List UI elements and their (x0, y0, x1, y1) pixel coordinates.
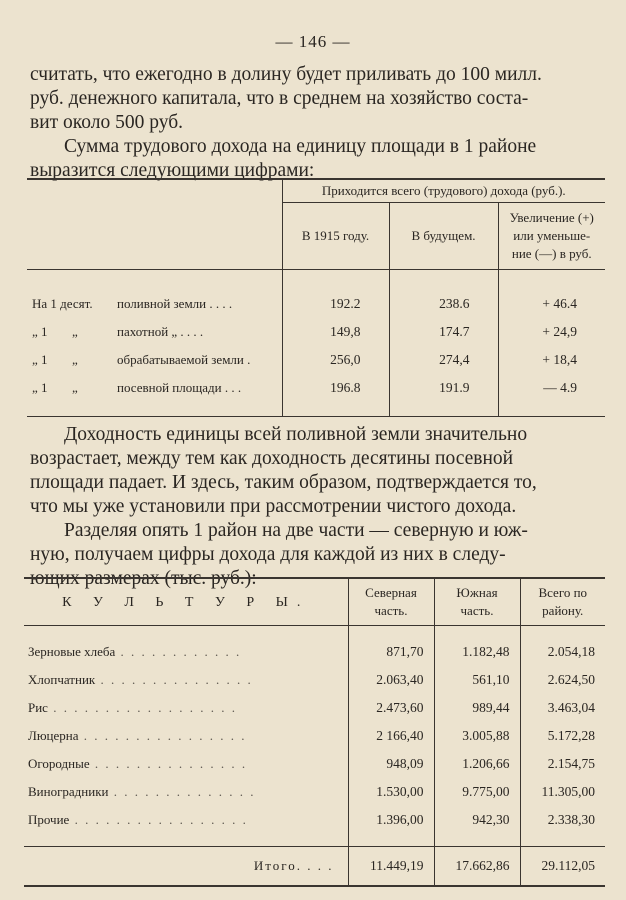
value-north: 948,09 (348, 750, 434, 778)
text-line: Разделяя опять 1 район на две части — северную и юж- (64, 520, 528, 541)
table-row (24, 750, 605, 778)
col-header-total: Всего по району. (520, 578, 605, 626)
col-header-1915: В 1915 году. (282, 203, 389, 270)
row-label-mark: „ (72, 324, 78, 339)
row-label-prefix: „ 1 (32, 352, 48, 367)
text-line: вит около 500 руб. (30, 112, 184, 133)
total-north: 11.449,19 (348, 847, 434, 886)
value-1915: 149,8 (282, 318, 389, 346)
crop-name: Рис (28, 700, 48, 715)
total-south: 17.662,86 (434, 847, 520, 886)
value-total: 2.154,75 (520, 750, 605, 778)
value-total: 2.338,30 (520, 806, 605, 834)
leader-dots: . . . . . . . . . . . . . . . . . (69, 812, 248, 827)
row-label-mark: „ (72, 352, 78, 367)
row-label-prefix: „ 1 (32, 324, 48, 339)
total-all: 29.112,05 (520, 847, 605, 886)
crops-income-table (24, 577, 605, 887)
text-line: руб. денежного капитала, что в среднем на хозяйство соста- (30, 88, 529, 109)
leader-dots: . . . . . . . . . . . . . . . (95, 672, 253, 687)
table-row (27, 290, 605, 318)
table-row (27, 346, 605, 374)
value-north: 2 166,40 (348, 722, 434, 750)
value-north: 1.396,00 (348, 806, 434, 834)
value-1915: 192.2 (282, 290, 389, 318)
leader-dots: . . . . . . . . . . . . (115, 644, 242, 659)
leader-dots: . . . . . . . . . . . . . . . . . . (47, 700, 237, 715)
labor-income-table (27, 178, 605, 417)
crop-name: Люцерна (28, 728, 79, 743)
value-total: 2.054,18 (520, 638, 605, 666)
super-header: Приходится всего (трудового) дохода (руб.). (282, 179, 605, 203)
value-south: 1.206,66 (434, 750, 520, 778)
paragraph-capital (30, 63, 604, 183)
value-1915: 196.8 (282, 374, 389, 402)
row-label: пахотной „ . . . . (117, 324, 204, 339)
value-change: + 46.4 (498, 290, 605, 318)
text-line: что мы уже установили при рассмотрении чистого дохода. (30, 496, 517, 517)
value-future: 191.9 (389, 374, 498, 402)
value-south: 1.182,48 (434, 638, 520, 666)
table-row (27, 318, 605, 346)
value-total: 2.624,50 (520, 666, 605, 694)
value-north: 2.063,40 (348, 666, 434, 694)
col-header-change (498, 203, 605, 270)
text-line: площади падает. И здесь, таким образом, подтверждается то, (30, 472, 537, 493)
value-future: 174.7 (389, 318, 498, 346)
value-south: 989,44 (434, 694, 520, 722)
value-south: 9.775,00 (434, 778, 520, 806)
header-line: или уменьше- (513, 228, 591, 243)
table-row (24, 778, 605, 806)
table-row (24, 722, 605, 750)
table-row (24, 638, 605, 666)
text-line: Доходность единицы всей поливной земли значительно (64, 424, 528, 445)
header-line: Увеличение (+) (509, 210, 594, 225)
text-line: Сумма трудового дохода на единицу площади в 1 районе (64, 136, 537, 157)
row-label-prefix: На 1 десят. (32, 296, 93, 311)
leader-dots: . . . . . . . . . . . . . . . (89, 756, 248, 771)
crop-name: Зерновые хлеба (28, 644, 116, 659)
row-label-prefix: „ 1 (32, 380, 48, 395)
value-south: 3.005,88 (434, 722, 520, 750)
row-label: посевной площади . . . (117, 380, 242, 395)
table-corner-cell (27, 179, 282, 270)
col-header-north: Северная часть. (348, 578, 434, 626)
value-north: 2.473,60 (348, 694, 434, 722)
text-line: выразится следующими цифрами: (30, 160, 315, 181)
value-1915: 256,0 (282, 346, 389, 374)
value-change: + 24,9 (498, 318, 605, 346)
text-line: ющих размерах (тыс. руб.): (30, 568, 257, 589)
table-row (24, 666, 605, 694)
value-south: 561,10 (434, 666, 520, 694)
text-line: возрастает, между тем как доходность десятины посевной (30, 448, 514, 469)
table-row (24, 806, 605, 834)
total-row (24, 847, 605, 886)
crop-name: Огородные (28, 756, 90, 771)
total-label: Итого. . . . (24, 847, 348, 886)
table-row (24, 694, 605, 722)
text-line: ную, получаем цифры дохода для каждой из них в следу- (30, 544, 506, 565)
value-total: 11.305,00 (520, 778, 605, 806)
crop-name: Виноградники (28, 784, 109, 799)
leader-dots: . . . . . . . . . . . . . . . . (78, 728, 247, 743)
value-north: 871,70 (348, 638, 434, 666)
paragraph-profitability (30, 423, 604, 591)
value-future: 238.6 (389, 290, 498, 318)
leader-dots: . . . . . . . . . . . . . . (108, 784, 256, 799)
crop-name: Хлопчатник (28, 672, 96, 687)
value-total: 5.172,28 (520, 722, 605, 750)
col-header-south: Южная часть. (434, 578, 520, 626)
row-label-mark: „ (72, 380, 78, 395)
table-row (27, 374, 605, 402)
row-label: обрабатываемой земли . (117, 352, 251, 367)
col-header-future: В будущем. (389, 203, 498, 270)
value-total: 3.463,04 (520, 694, 605, 722)
col-header-crops: К У Л Ь Т У Р Ы. (24, 578, 348, 626)
header-line: ние (—) в руб. (511, 246, 592, 261)
value-north: 1.530,00 (348, 778, 434, 806)
page-number: — 146 — (275, 32, 351, 51)
value-change: + 18,4 (498, 346, 605, 374)
row-label: поливной земли . . . . (117, 296, 233, 311)
value-change: — 4.9 (498, 374, 605, 402)
value-south: 942,30 (434, 806, 520, 834)
value-future: 274,4 (389, 346, 498, 374)
text-line: считать, что ежегодно в долину будет приливать до 100 милл. (30, 64, 542, 85)
crop-name: Прочие (28, 812, 70, 827)
